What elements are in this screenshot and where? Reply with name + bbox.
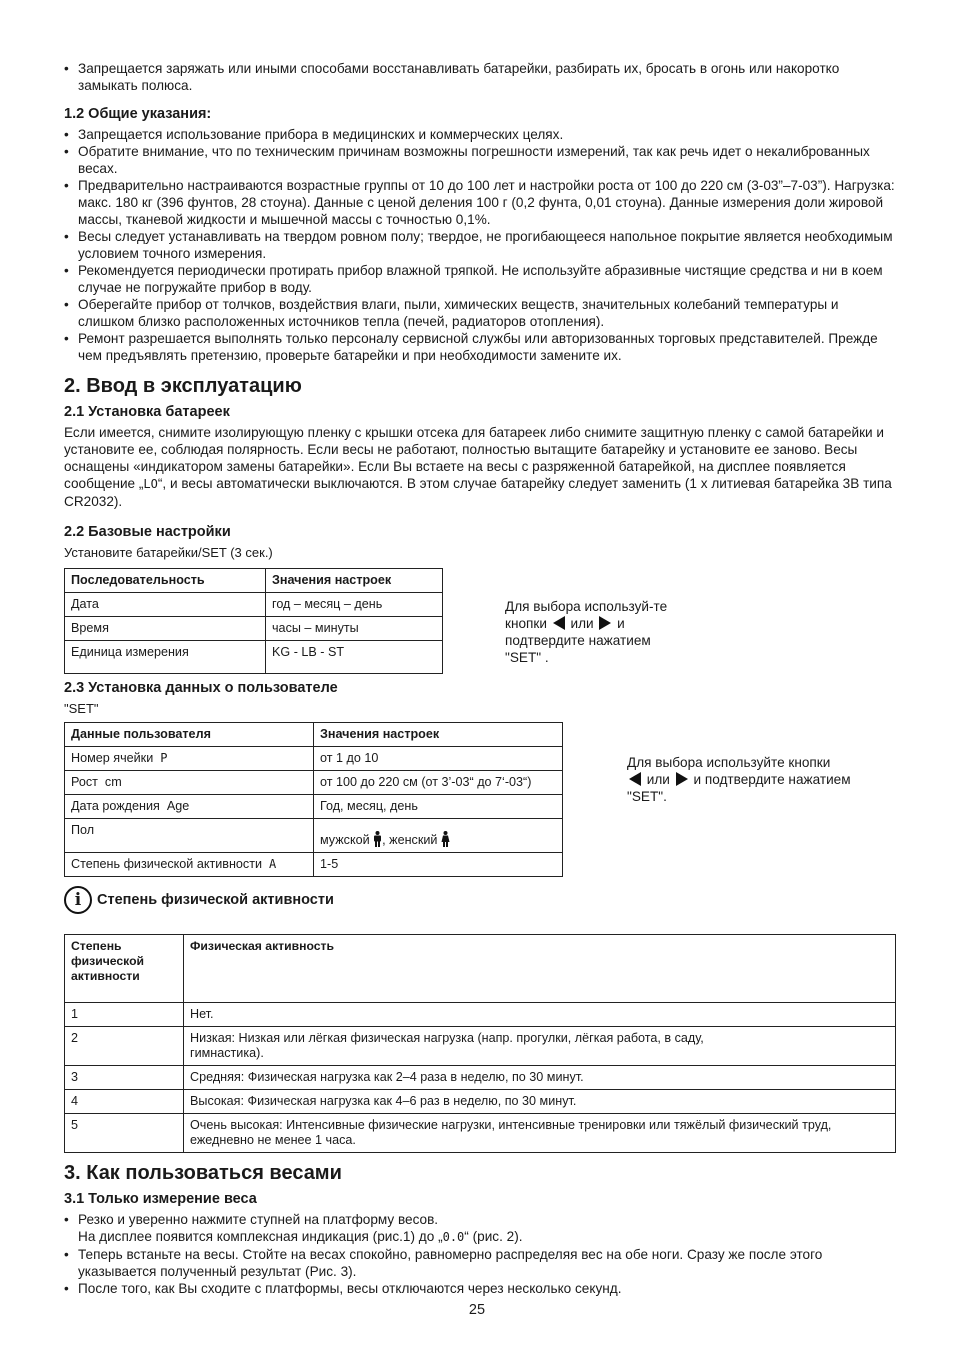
- table-header-cell: Последовательность: [65, 569, 266, 593]
- table-row: [65, 1114, 896, 1153]
- table-row: [65, 1003, 896, 1027]
- table-cell: 1-5: [314, 853, 563, 877]
- table-cell: Пол: [65, 819, 314, 853]
- page-number: 25: [468, 1302, 486, 1318]
- table-row: [65, 641, 443, 674]
- left-arrow-icon: [553, 616, 565, 630]
- list-item: • Обратите внимание, что по техническим причинам возможны погрешности измерений, так как речь идет о некалиброванных весах.: [64, 143, 896, 177]
- table-cell: Рост cm: [65, 771, 314, 795]
- table-header-row: [65, 935, 896, 1003]
- table-cell: 4: [65, 1090, 184, 1114]
- table-cell: мужской , женский: [314, 819, 563, 853]
- table-row: [65, 617, 443, 641]
- table-row: [65, 1027, 896, 1066]
- document-page: [64, 60, 896, 1297]
- table-row: [65, 819, 563, 853]
- table-header-cell: Физическая активность: [184, 935, 896, 1003]
- age-symbol: Age: [166, 799, 190, 813]
- left-arrow-icon: [629, 772, 641, 786]
- user-data-intro: "SET": [64, 701, 99, 716]
- table-header-cell: Значения настроек: [266, 569, 443, 593]
- activity-heading: [64, 886, 896, 914]
- list-item: • Запрещается заряжать или иными способами восстанавливать батарейки, разбирать их, бросать в огонь или накоротко замыкать полюса.: [64, 60, 896, 94]
- basic-settings-table: [64, 568, 443, 674]
- table-row: [65, 593, 443, 617]
- battery-install-text: Если имеется, снимите изолирующую пленку с крышки отсека для батареек либо снимите защитную пленку с самой батарейки и установите ее, соблюдая полярность. Если весы не работают, полностью вытащите батарейку и установите ее заново. Весы оснащены «индикатором замены батарейки». Если Вы встаете на весы с разряженной батарейкой, на дисплее появляется сообщение „LO“, и весы автоматически выключаются. В этом случае батарейку следует заменить (1 x литиевая батарейка 3В типа CR2032).: [64, 425, 892, 509]
- user-data-hint: Для выбора используйте кнопки или и подтвердите нажатием "SET".: [627, 755, 851, 804]
- list-item: • Теперь встаньте на весы. Стойте на весах спокойно, равномерно распределяя вес на обе ноги. Сразу же после этого указывается полученный результат (Рис. 3).: [64, 1246, 896, 1280]
- user-data-table: [64, 722, 563, 877]
- section-2-title: 2. Ввод в эксплуатацию: [64, 375, 302, 397]
- table-cell: Очень высокая: Интенсивные физические нагрузки, интенсивные тренировки или тяжёлый физический труд, ежедневно не менее 1 часа.: [184, 1114, 896, 1153]
- list-item: • Предварительно настраиваются возрастные группы от 10 до 100 лет и настройки роста от 100 до 220 см (3-03”–7-03”). Нагрузка: макс. 180 кг (396 фунтов, 28 стоуна). Данные с ценой деления 100 г (0,2 фунта, 0,01 стоуна). Данные измерения доли жировой массы, тканевой жидкости и мышечной массы с точностью 0,1%.: [64, 177, 896, 228]
- table-cell: Дата: [65, 593, 266, 617]
- table-cell: 2: [65, 1027, 184, 1066]
- table-cell: 3: [65, 1066, 184, 1090]
- table-row: [65, 1090, 896, 1114]
- basic-settings-intro: Установите батарейки/SET (3 сек.): [64, 545, 273, 560]
- section-1-2-title: 1.2 Общие указания:: [64, 106, 212, 122]
- table-cell: Высокая: Физическая нагрузка как 4–6 раз в неделю, по 30 минут.: [184, 1090, 896, 1114]
- table-cell: Единица измерения: [65, 641, 266, 674]
- table-cell: Низкая: Низкая или лёгкая физическая нагрузка (напр. прогулки, лёгкая работа, в саду, гимнастика).: [184, 1027, 896, 1066]
- list-item: • Рекомендуется периодически протирать прибор влажной тряпкой. Не используйте абразивные чистящие средства и ни в коем случае не погружайте прибор в воду.: [64, 262, 896, 296]
- table-cell: Год, месяц, день: [314, 795, 563, 819]
- table-cell: от 1 до 10: [314, 747, 563, 771]
- list-item: • Запрещается использование прибора в медицинских и коммерческих целях.: [64, 126, 896, 143]
- info-icon: i: [64, 886, 92, 914]
- list-item: • Весы следует устанавливать на твердом ровном полу; твердое, не прогибающееся напольное покрытие является необходимым условием точного измерения.: [64, 228, 896, 262]
- activity-title: Степень физической активности: [97, 892, 334, 908]
- lcd-lo-symbol: LO: [143, 477, 158, 491]
- table-header-cell: Данные пользователя: [65, 723, 314, 747]
- activity-symbol: A: [269, 857, 277, 871]
- list-item: • Оберегайте прибор от толчков, воздействия влаги, пыли, химических веществ, значительных колебаний температуры и слишком близко расположенных источников тепла (печей, радиаторов отопления).: [64, 296, 896, 330]
- table-cell: от 100 до 220 см (от 3’-03“ до 7‘-03“): [314, 771, 563, 795]
- table-row: [65, 795, 563, 819]
- table-header-row: [65, 723, 563, 747]
- section-3-title: 3. Как пользоваться весами: [64, 1162, 342, 1184]
- table-cell: 5: [65, 1114, 184, 1153]
- table-row: [65, 1066, 896, 1090]
- list-item: • Резко и уверенно нажмите ступней на платформу весов. На дисплее появится комплексная индикация (рис.1) до „0.0“ (рис. 2).: [64, 1211, 896, 1246]
- basic-settings-hint: Для выбора используй-те кнопки или и подтвердите нажатием "SET" .: [505, 599, 668, 665]
- intro-bullets: [64, 60, 896, 94]
- lcd-zero-symbol: 0.0: [442, 1230, 465, 1244]
- table-header-cell: Значения настроек: [314, 723, 563, 747]
- activity-table: [64, 934, 896, 1153]
- height-unit-symbol: cm: [104, 775, 122, 789]
- weight-measure-list: [64, 1211, 896, 1297]
- table-cell: часы – минуты: [266, 617, 443, 641]
- table-row: [65, 853, 563, 877]
- list-item: • Ремонт разрешается выполнять только персоналу сервисной службы или авторизованных торговых представителей. Прежде чем предъявлять претензию, проверьте батарейки и при необходимости замените их.: [64, 330, 896, 364]
- table-header-row: [65, 569, 443, 593]
- table-cell: Степень физической активности A: [65, 853, 314, 877]
- table-header-cell: Степень физической активности: [65, 935, 184, 1003]
- table-cell: Средняя: Физическая нагрузка как 2–4 раза в неделю, по 30 минут.: [184, 1066, 896, 1090]
- table-cell: Номер ячейки P: [65, 747, 314, 771]
- table-row: [65, 747, 563, 771]
- table-cell: год – месяц – день: [266, 593, 443, 617]
- table-row: [65, 771, 563, 795]
- table-cell: 1: [65, 1003, 184, 1027]
- table-cell: Дата рождения Age: [65, 795, 314, 819]
- right-arrow-icon: [599, 616, 611, 630]
- section-2-2-title: 2.2 Базовые настройки: [64, 524, 231, 540]
- female-icon: [441, 831, 450, 847]
- section-2-3-title: 2.3 Установка данных о пользователе: [64, 680, 338, 696]
- table-cell: KG - LB - ST: [266, 641, 443, 674]
- section-2-1-title: 2.1 Установка батареек: [64, 404, 230, 420]
- table-cell: Время: [65, 617, 266, 641]
- section-3-1-title: 3.1 Только измерение веса: [64, 1191, 257, 1207]
- list-item: • После того, как Вы сходите с платформы, весы отключаются через несколько секунд.: [64, 1280, 896, 1297]
- general-notes-list: [64, 126, 896, 364]
- memory-symbol: P: [160, 751, 168, 765]
- right-arrow-icon: [676, 772, 688, 786]
- table-cell: Нет.: [184, 1003, 896, 1027]
- male-icon: [373, 831, 382, 847]
